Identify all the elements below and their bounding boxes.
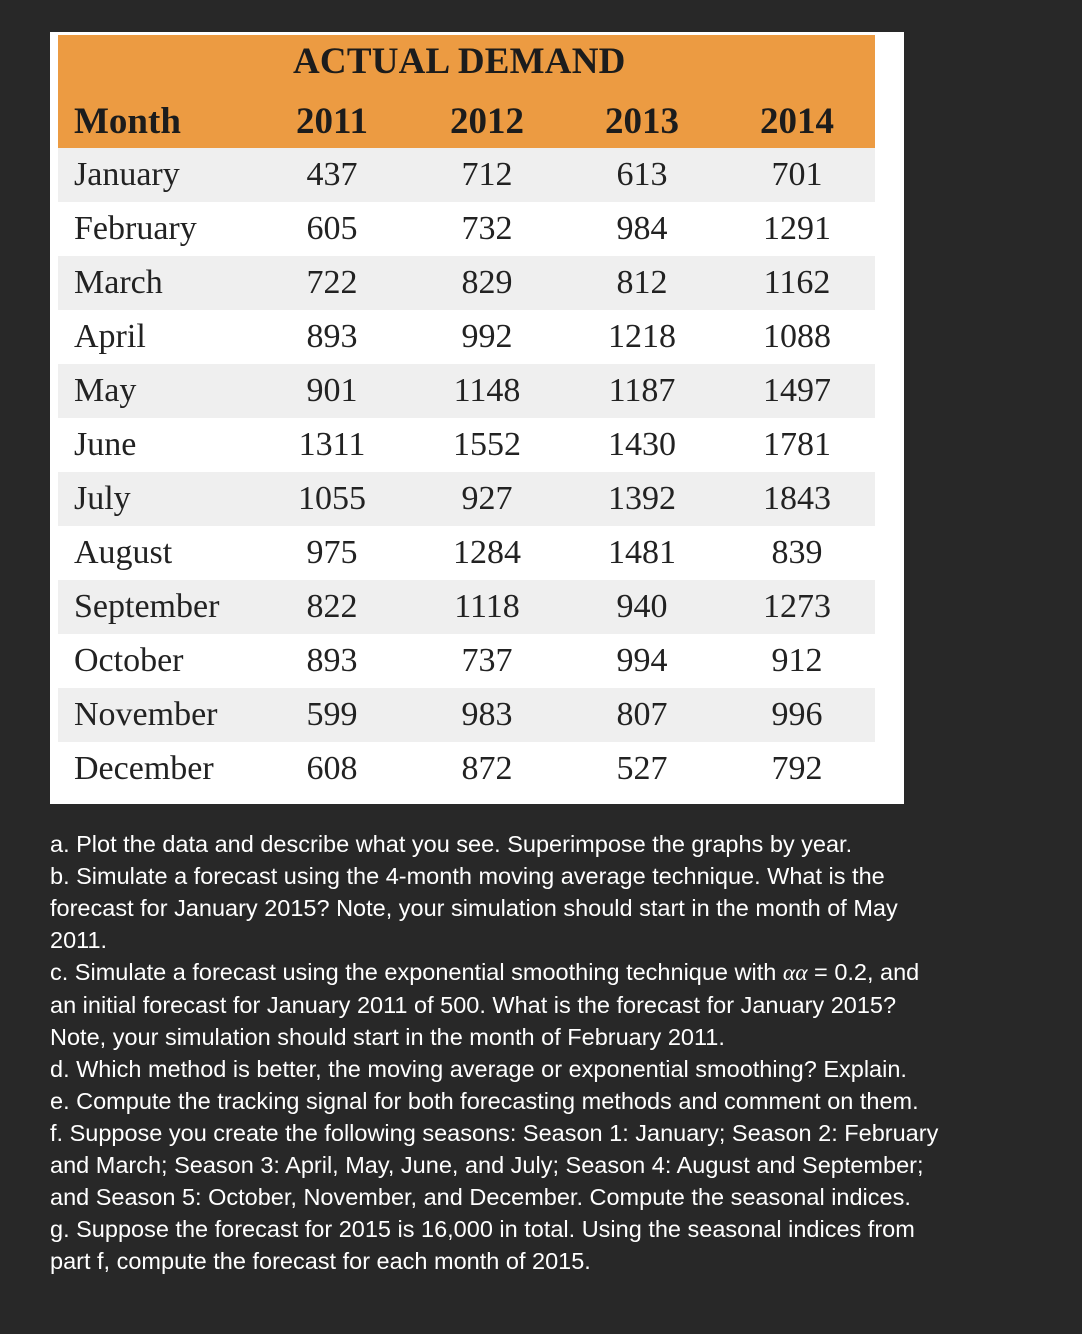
demand-2011-cell: 722	[306, 264, 358, 301]
table-row	[58, 256, 875, 310]
demand-2012-cell: 712	[461, 156, 513, 193]
demand-2011-cell: 893	[306, 642, 358, 679]
demand-2013-cell: 1430	[608, 426, 676, 463]
month-cell: May	[74, 372, 137, 409]
question-c	[50, 956, 950, 1053]
month-cell: June	[74, 426, 137, 463]
table-title: ACTUAL DEMAND	[293, 41, 626, 82]
demand-2012-cell: 927	[461, 480, 513, 517]
demand-2012-cell: 829	[461, 264, 513, 301]
header-2012: 2012	[450, 100, 524, 142]
demand-2011-cell: 437	[306, 156, 358, 193]
demand-2011-cell: 599	[306, 696, 358, 733]
demand-2013-cell: 1187	[608, 372, 676, 409]
table-row	[58, 418, 875, 472]
demand-2013-cell: 527	[616, 750, 668, 787]
demand-2011-cell: 608	[306, 750, 358, 787]
question-f: f. Suppose you create the following seasons: Season 1: January; Season 2: February and March; Season 3: April, May, June, and July; Season 4: August and September; and Season 5: October, November, and December. Compute the seasonal indices.	[50, 1120, 939, 1210]
demand-2013-cell: 1392	[608, 480, 676, 517]
demand-2014-cell: 996	[771, 696, 823, 733]
demand-2013-cell: 812	[616, 264, 668, 301]
month-cell: September	[74, 588, 220, 625]
table-row	[58, 634, 875, 688]
table-row	[58, 148, 875, 202]
demand-2012-cell: 1552	[453, 426, 521, 463]
month-cell: August	[74, 534, 173, 571]
table-row	[58, 742, 875, 796]
demand-2012-cell: 872	[461, 750, 513, 787]
demand-2014-cell: 1843	[763, 480, 831, 517]
demand-2012-cell: 992	[461, 318, 513, 355]
header-2013: 2013	[605, 100, 679, 142]
table-row	[58, 202, 875, 256]
header-2011: 2011	[296, 100, 368, 142]
question-g: g. Suppose the forecast for 2015 is 16,000 in total. Using the seasonal indices from part f, compute the forecast for each month of 2015.	[50, 1216, 915, 1274]
demand-2011-cell: 893	[306, 318, 358, 355]
month-cell: February	[74, 210, 197, 247]
table-body	[58, 148, 875, 796]
demand-2014-cell: 1291	[763, 210, 831, 247]
table-row	[58, 580, 875, 634]
demand-2012-cell: 732	[461, 210, 513, 247]
demand-2012-cell: 1148	[453, 372, 521, 409]
demand-2014-cell: 701	[771, 156, 823, 193]
demand-2013-cell: 1481	[608, 534, 676, 571]
table-header	[58, 35, 875, 148]
demand-2013-cell: 994	[616, 642, 668, 679]
questions-text	[50, 828, 950, 1277]
demand-2011-cell: 1055	[298, 480, 366, 517]
month-cell: December	[74, 750, 214, 787]
demand-2013-cell: 613	[616, 156, 668, 193]
header-2014: 2014	[760, 100, 834, 142]
question-b: b. Simulate a forecast using the 4-month moving average technique. What is the forecast for January 2015? Note, your simulation should start in the month of May 2011.	[50, 863, 898, 953]
table-row	[58, 526, 875, 580]
demand-2012-cell: 737	[461, 642, 513, 679]
month-cell: April	[74, 318, 146, 355]
table-row	[58, 688, 875, 742]
demand-2014-cell: 1273	[763, 588, 831, 625]
demand-2011-cell: 605	[306, 210, 358, 247]
month-cell: November	[74, 696, 218, 733]
demand-2012-cell: 1284	[453, 534, 521, 571]
column-headers	[58, 99, 875, 143]
table-row	[58, 310, 875, 364]
demand-2014-cell: 839	[771, 534, 823, 571]
month-cell: January	[74, 156, 180, 193]
alpha-symbol: αα	[782, 960, 808, 986]
question-e: e. Compute the tracking signal for both forecasting methods and comment on them.	[50, 1088, 919, 1114]
demand-2013-cell: 807	[616, 696, 668, 733]
question-a: a. Plot the data and describe what you see. Superimpose the graphs by year.	[50, 831, 853, 857]
demand-2011-cell: 822	[306, 588, 358, 625]
month-cell: March	[74, 264, 163, 301]
month-cell: July	[74, 480, 131, 517]
demand-table-card	[50, 32, 904, 804]
demand-2013-cell: 940	[616, 588, 668, 625]
demand-table	[58, 35, 875, 796]
demand-2011-cell: 901	[306, 372, 358, 409]
question-c-start: c. Simulate a forecast using the exponential smoothing technique with	[50, 959, 783, 985]
demand-2013-cell: 1218	[608, 318, 676, 355]
header-month: Month	[74, 100, 181, 142]
demand-2014-cell: 1162	[763, 264, 831, 301]
month-cell: October	[74, 642, 184, 679]
demand-2014-cell: 792	[771, 750, 823, 787]
demand-2013-cell: 984	[616, 210, 668, 247]
demand-2014-cell: 1781	[763, 426, 831, 463]
demand-2014-cell: 1088	[763, 318, 831, 355]
question-d: d. Which method is better, the moving average or exponential smoothing? Explain.	[50, 1056, 907, 1082]
question-c-end: = 0.2, and an initial forecast for January 2011 of 500. What is the forecast for January 2015? Note, your simulation should start in the month of February 2011.	[50, 959, 920, 1050]
demand-2014-cell: 1497	[763, 372, 831, 409]
table-row	[58, 364, 875, 418]
demand-2012-cell: 1118	[454, 588, 520, 625]
demand-2014-cell: 912	[771, 642, 823, 679]
table-row	[58, 472, 875, 526]
demand-2011-cell: 1311	[298, 426, 366, 463]
demand-2011-cell: 975	[306, 534, 358, 571]
demand-2012-cell: 983	[461, 696, 513, 733]
